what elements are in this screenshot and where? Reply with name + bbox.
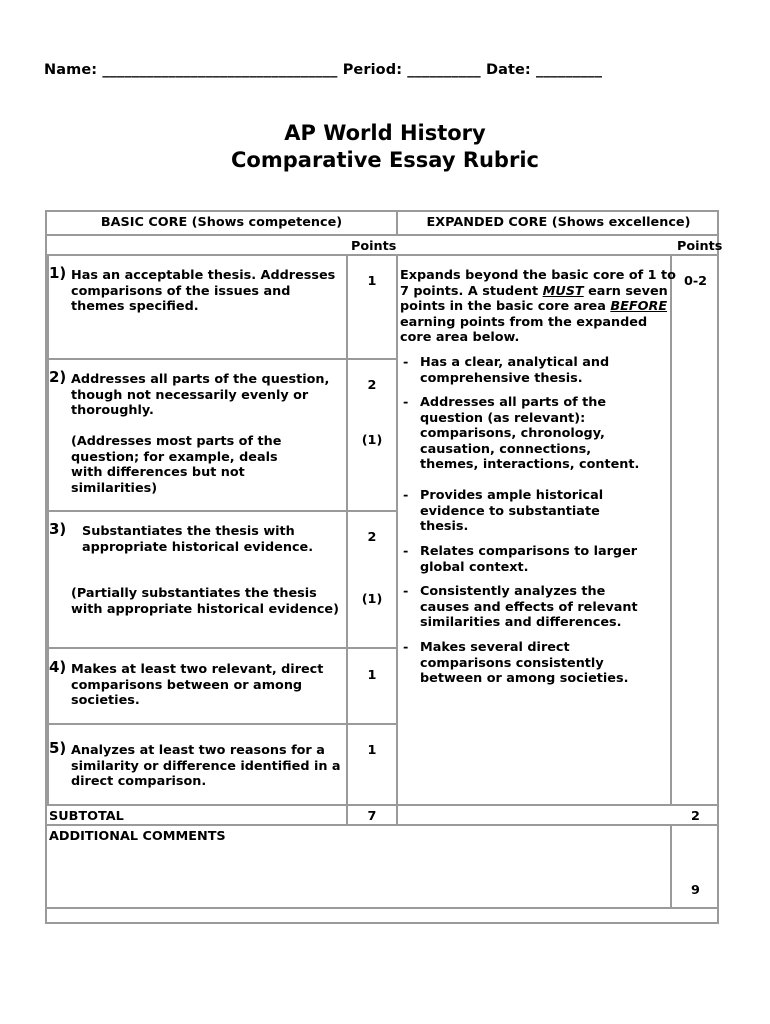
- date-label: Date:: [485, 62, 531, 78]
- criterion-3-number: 3): [49, 520, 67, 538]
- criterion-1-text: Has an acceptable thesis. Addresses comparisons of the issues and themes specified.: [71, 268, 336, 315]
- criterion-3-text: Substantiates the thesis with appropriate historical evidence.: [82, 524, 314, 555]
- rule-comments-bottom: [47, 907, 719, 909]
- rule-row3-bottom: [47, 647, 396, 649]
- subtotal-expanded: 2: [691, 809, 700, 824]
- expanded-core-heading: EXPANDED CORE (Shows excellence): [426, 215, 691, 230]
- expanded-intro-part2: earn seven points in the basic core area: [400, 283, 668, 315]
- criterion-2-number: 2): [49, 368, 67, 386]
- expanded-item-2: Addresses all parts of the question (as relevant): comparisons, chronology, causation, connections, themes, interactions, content.: [420, 395, 640, 473]
- expanded-item-6: Makes several direct comparisons consistently between or among societies.: [420, 640, 629, 687]
- expanded-item-6-dash: -: [403, 640, 409, 655]
- criterion-2-points: 2: [367, 378, 377, 393]
- subtotal-basic: 7: [367, 809, 377, 824]
- expanded-points-heading: Points: [677, 239, 723, 254]
- must-emphasis: MUST: [542, 283, 584, 299]
- expanded-core-points: 0-2: [683, 274, 708, 289]
- rule-row4-bottom: [47, 723, 396, 725]
- expanded-item-1: Has a clear, analytical and comprehensive thesis.: [420, 355, 610, 386]
- basic-points-heading: Points: [351, 239, 397, 254]
- subtotal-label: SUBTOTAL: [49, 809, 124, 824]
- expanded-item-1-dash: -: [403, 355, 409, 370]
- rule-row1-bottom: [47, 358, 396, 360]
- criterion-4-points: 1: [367, 668, 377, 683]
- period-label: Period:: [342, 62, 403, 78]
- rule-heading-bottom: [47, 234, 719, 236]
- date-blank[interactable]: _________: [535, 62, 603, 78]
- criterion-3-points: 2: [367, 530, 377, 545]
- expanded-intro-part3: earning points from the expanded core area below.: [400, 314, 648, 346]
- name-blank[interactable]: ________________________________: [102, 62, 338, 78]
- basic-core-heading: BASIC CORE (Shows competence): [100, 215, 343, 230]
- criterion-2-partial-points: (1): [361, 433, 383, 448]
- additional-comments-label: ADDITIONAL COMMENTS: [49, 829, 226, 844]
- expanded-intro-part1: Expands beyond the basic core of 1 to 7 points. A student: [400, 268, 676, 299]
- rule-row2-bottom: [47, 510, 396, 512]
- expanded-item-3-dash: -: [403, 488, 409, 503]
- rule-core-divider: [396, 256, 398, 824]
- name-label: Name:: [44, 62, 98, 78]
- criterion-3-partial-text: (Partially substantiates the thesis with appropriate historical evidence): [71, 586, 339, 617]
- criterion-1-points: 1: [367, 274, 377, 289]
- expanded-item-5: Consistently analyzes the causes and effects of relevant similarities and differences.: [420, 584, 638, 631]
- expanded-item-4: Relates comparisons to larger global context.: [420, 544, 638, 575]
- expanded-item-2-dash: -: [403, 395, 409, 410]
- criterion-5-points: 1: [367, 743, 377, 758]
- criterion-4-number: 4): [49, 658, 67, 676]
- expanded-item-4-dash: -: [403, 544, 409, 559]
- additional-comments-area[interactable]: [49, 846, 667, 904]
- expanded-item-5-dash: -: [403, 584, 409, 599]
- rule-subtotal-top: [47, 804, 719, 806]
- criterion-2-text: Addresses all parts of the question, though not necessarily evenly or thoroughly.: [71, 372, 330, 419]
- student-info-line: [44, 62, 602, 78]
- expanded-core-intro: [400, 268, 676, 346]
- expanded-item-3: Provides ample historical evidence to substantiate thesis.: [420, 488, 604, 535]
- period-blank[interactable]: __________: [407, 62, 481, 78]
- criterion-5-number: 5): [49, 739, 67, 757]
- title-line-2: Comparative Essay Rubric: [231, 148, 539, 172]
- before-emphasis: BEFORE: [610, 299, 668, 315]
- criterion-4-text: Makes at least two relevant, direct comparisons between or among societies.: [71, 662, 324, 709]
- criterion-1-number: 1): [49, 264, 67, 282]
- total-score: 9: [691, 883, 700, 898]
- criterion-5-text: Analyzes at least two reasons for a similarity or difference identified in a direct comparison.: [71, 743, 341, 790]
- title-line-1: AP World History: [284, 121, 486, 145]
- criterion-2-partial-text: (Addresses most parts of the question; for example, deals with differences but not similarities): [71, 434, 282, 496]
- criterion-3-partial-points: (1): [361, 592, 383, 607]
